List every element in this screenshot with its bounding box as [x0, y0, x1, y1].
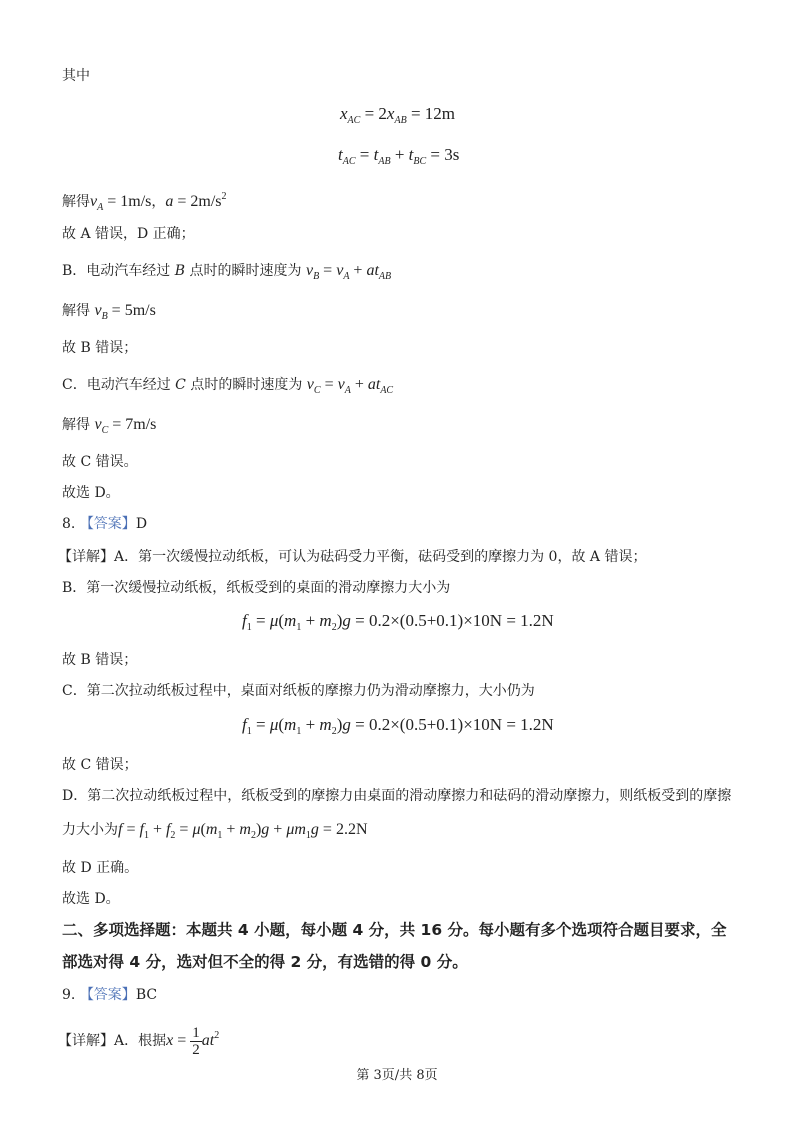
equation-f1-repeat: $f_1 = \mu(m_1 + m_2)g = 0.2\times(0.5+0.1)\times 10N = 1.2N$	[242, 715, 554, 737]
text-line: 故 D 正确。	[62, 860, 139, 876]
equation-tac: $t_{AC} = t_{AB} + t_{BC} = 3s$	[338, 145, 460, 167]
text-line: 解得$v_A = 1m/s$，$a = 2m/s^2$	[62, 191, 227, 213]
text-line: C．第二次拉动纸板过程中，桌面对纸板的摩擦力仍为滑动摩擦力，大小仍为	[62, 683, 535, 699]
text-line: 故 A 错误，D 正确；	[62, 226, 195, 242]
text-line: 故 B 错误；	[62, 340, 138, 356]
text-line: 故 C 错误；	[62, 757, 138, 773]
text-line: 解得 $v_C = 7m/s$	[62, 416, 157, 436]
equation-xac: $x_{AC} = 2x_{AB} = 12m$	[340, 104, 455, 126]
text-line: 故选 D。	[62, 485, 120, 501]
text-line: 故选 D。	[62, 891, 120, 907]
text-line: B．电动汽车经过 B 点时的瞬时速度为 $v_B = v_A + at_{AB}$	[62, 262, 392, 282]
question-8-detail-a: 【详解】A．第一次缓慢拉动纸板，可认为砝码受力平衡，砝码受到的摩擦力为 0，故 A 错误；	[58, 549, 647, 565]
text-line: D．第二次拉动纸板过程中，纸板受到的摩擦力由桌面的滑动摩擦力和砝码的滑动摩擦力，则纸板受到的摩擦	[62, 788, 732, 804]
text-line: C．电动汽车经过 C 点时的瞬时速度为 $v_C = v_A + at_{AC}$	[62, 376, 394, 396]
section-heading: 二、多项选择题：本题共 4 小题，每小题 4 分，共 16 分。每小题有多个选项符合题目要求，全	[62, 921, 727, 939]
question-9-detail: 【详解】A．根据x = $\frac{1}{2}$ $at^2$	[58, 1024, 220, 1058]
text-line: 力大小为$f = f_1 + f_2 = \mu(m_1 + m_2)g + \mu m_1g = 2.2N$	[62, 821, 368, 841]
text-line: 其中	[62, 68, 90, 84]
text-line: 故 C 错误。	[62, 454, 138, 470]
text-line: 故 B 错误；	[62, 652, 138, 668]
section-heading: 部选对得 4 分，选对但不全的得 2 分，有选错的得 0 分。	[62, 953, 468, 971]
equation-f1: $f_1 = \mu(m_1 + m_2)g = 0.2\times(0.5+0.1)\times 10N = 1.2N$	[242, 611, 554, 633]
question-9-answer: 9. 【答案】BC	[62, 987, 158, 1003]
question-8-answer: 8. 【答案】D	[62, 516, 148, 532]
text-line: B．第一次缓慢拉动纸板，纸板受到的桌面的滑动摩擦力大小为	[62, 580, 451, 596]
page-footer: 第 3页/共 8页	[356, 1068, 438, 1083]
text-line: 解得 $v_B = 5m/s$	[62, 302, 156, 322]
